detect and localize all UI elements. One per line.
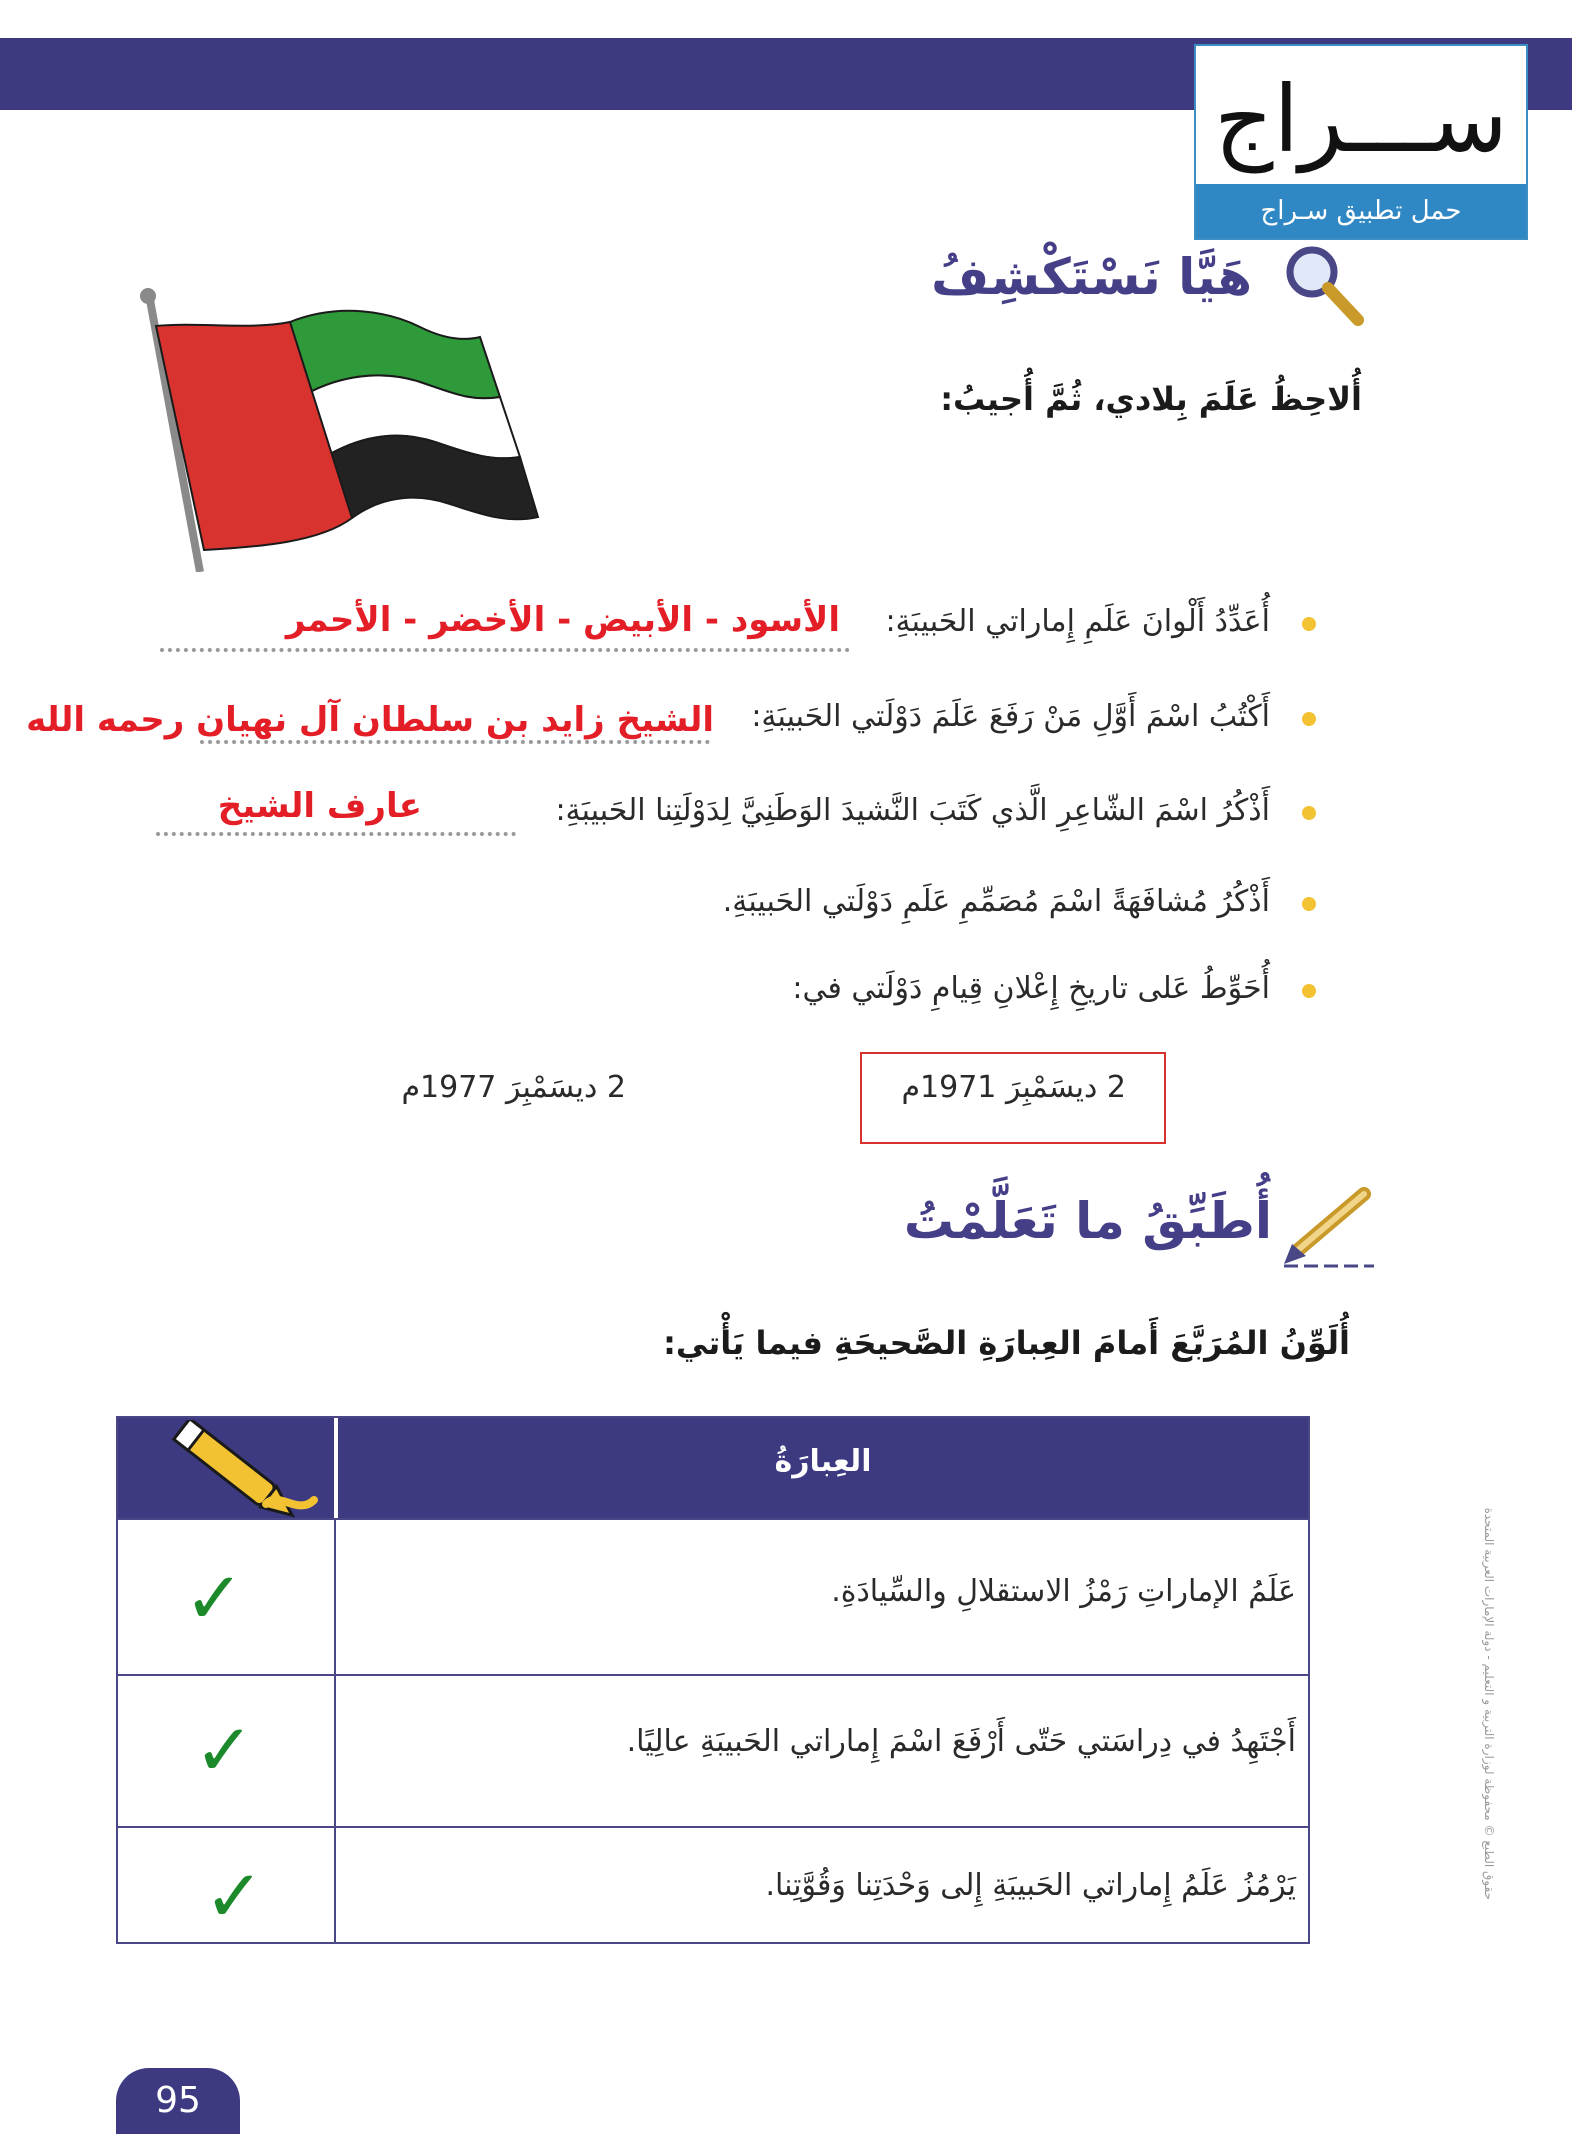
bullet-1	[1302, 617, 1316, 631]
answer-3: عارف الشيخ	[217, 786, 422, 826]
question-4: أَذْكُرُ مُشافَهَةً اسْمَ مُصَمِّمِ عَلَمِ دَوْلَتي الحَبيبَةِ.	[722, 884, 1270, 919]
page-number: 95	[116, 2068, 240, 2134]
checkmark-icon[interactable]: ✓	[184, 1556, 245, 1640]
statement-3: يَرْمُزُ عَلَمُ إِماراتي الحَبيبَةِ إِلى وَحْدَتِنا وَقُوَّتِنا.	[765, 1868, 1296, 1903]
bullet-3	[1302, 806, 1316, 820]
bullet-4	[1302, 897, 1316, 911]
crayon-icon	[138, 1420, 328, 1518]
apply-instruction: أُلَوِّنُ المُرَبَّعَ أَمامَ العِبارَةِ الصَّحيحَةِ فيما يَأْتي:	[663, 1324, 1350, 1362]
date-1977[interactable]: 2 ديسَمْبِرَ 1977م	[401, 1070, 626, 1105]
row-separator	[118, 1674, 1308, 1676]
answer-2: الشيخ زايد بن سلطان آل نهيان رحمه الله	[26, 700, 714, 740]
checkmark-icon[interactable]: ✓	[194, 1708, 255, 1792]
statements-table	[116, 1416, 1310, 1944]
answer-1: الأسود - الأبيض - الأخضر - الأحمر	[285, 600, 840, 640]
pencil-icon	[1278, 1180, 1378, 1270]
apply-title: أُطَبِّقُ ما تَعَلَّمْتُ	[903, 1192, 1272, 1250]
logo-word: ســـراج	[1214, 66, 1508, 173]
answer-3-line	[156, 832, 516, 836]
question-3: أَذْكُرُ اسْمَ الشّاعِرِ الَّذي كَتَبَ النَّشيدَ الوَطَنِيَّ لِدَوْلَتِنا الحَبيبَةِ:	[555, 793, 1270, 828]
table-header-statement: العِبارَةُ	[774, 1444, 872, 1479]
column-separator	[334, 1518, 336, 1942]
checkmark-icon[interactable]: ✓	[204, 1854, 265, 1938]
explore-title: هَيَّا نَسْتَكْشِفُ	[931, 248, 1252, 306]
row-separator	[118, 1826, 1308, 1828]
uae-flag-illustration	[120, 282, 550, 572]
logo-tagline: حمل تطبيق سـراج	[1196, 184, 1526, 238]
bullet-5	[1302, 984, 1316, 998]
date-1971: 2 ديسَمْبِرَ 1971م	[901, 1070, 1126, 1105]
bullet-2	[1302, 712, 1316, 726]
explore-instruction: أُلاحِظُ عَلَمَ بِلادي، ثُمَّ أُجيبُ:	[940, 380, 1362, 418]
question-2: أَكْتُبُ اسْمَ أَوَّلِ مَنْ رَفَعَ عَلَمَ دَوْلَتي الحَبيبَةِ:	[751, 699, 1270, 734]
answer-1-line	[160, 648, 850, 652]
statement-1: عَلَمُ الإماراتِ رَمْزُ الاستقلالِ والسِّيادَةِ.	[831, 1574, 1296, 1609]
statement-2: أَجْتَهِدُ في دِراسَتي حَتّى أَرْفَعَ اسْمَ إِماراتي الحَبيبَةِ عالِيًا.	[626, 1724, 1296, 1759]
side-copyright: حقوق الطبع © محفوظة لوزارة التربية و التعليم - دولة الإمارات العربية المتحدة	[1482, 1507, 1496, 1900]
question-1: أُعَدِّدُ أَلْوانَ عَلَمِ إِماراتي الحَبيبَةِ:	[885, 604, 1270, 639]
siraj-logo[interactable]	[1194, 44, 1528, 240]
row-separator	[118, 1518, 1308, 1520]
answer-2-line	[200, 740, 710, 744]
magnifier-icon	[1280, 240, 1370, 330]
question-5: أُحَوِّطُ عَلى تاريخِ إِعْلانِ قِيامِ دَوْلَتي في:	[792, 971, 1270, 1006]
